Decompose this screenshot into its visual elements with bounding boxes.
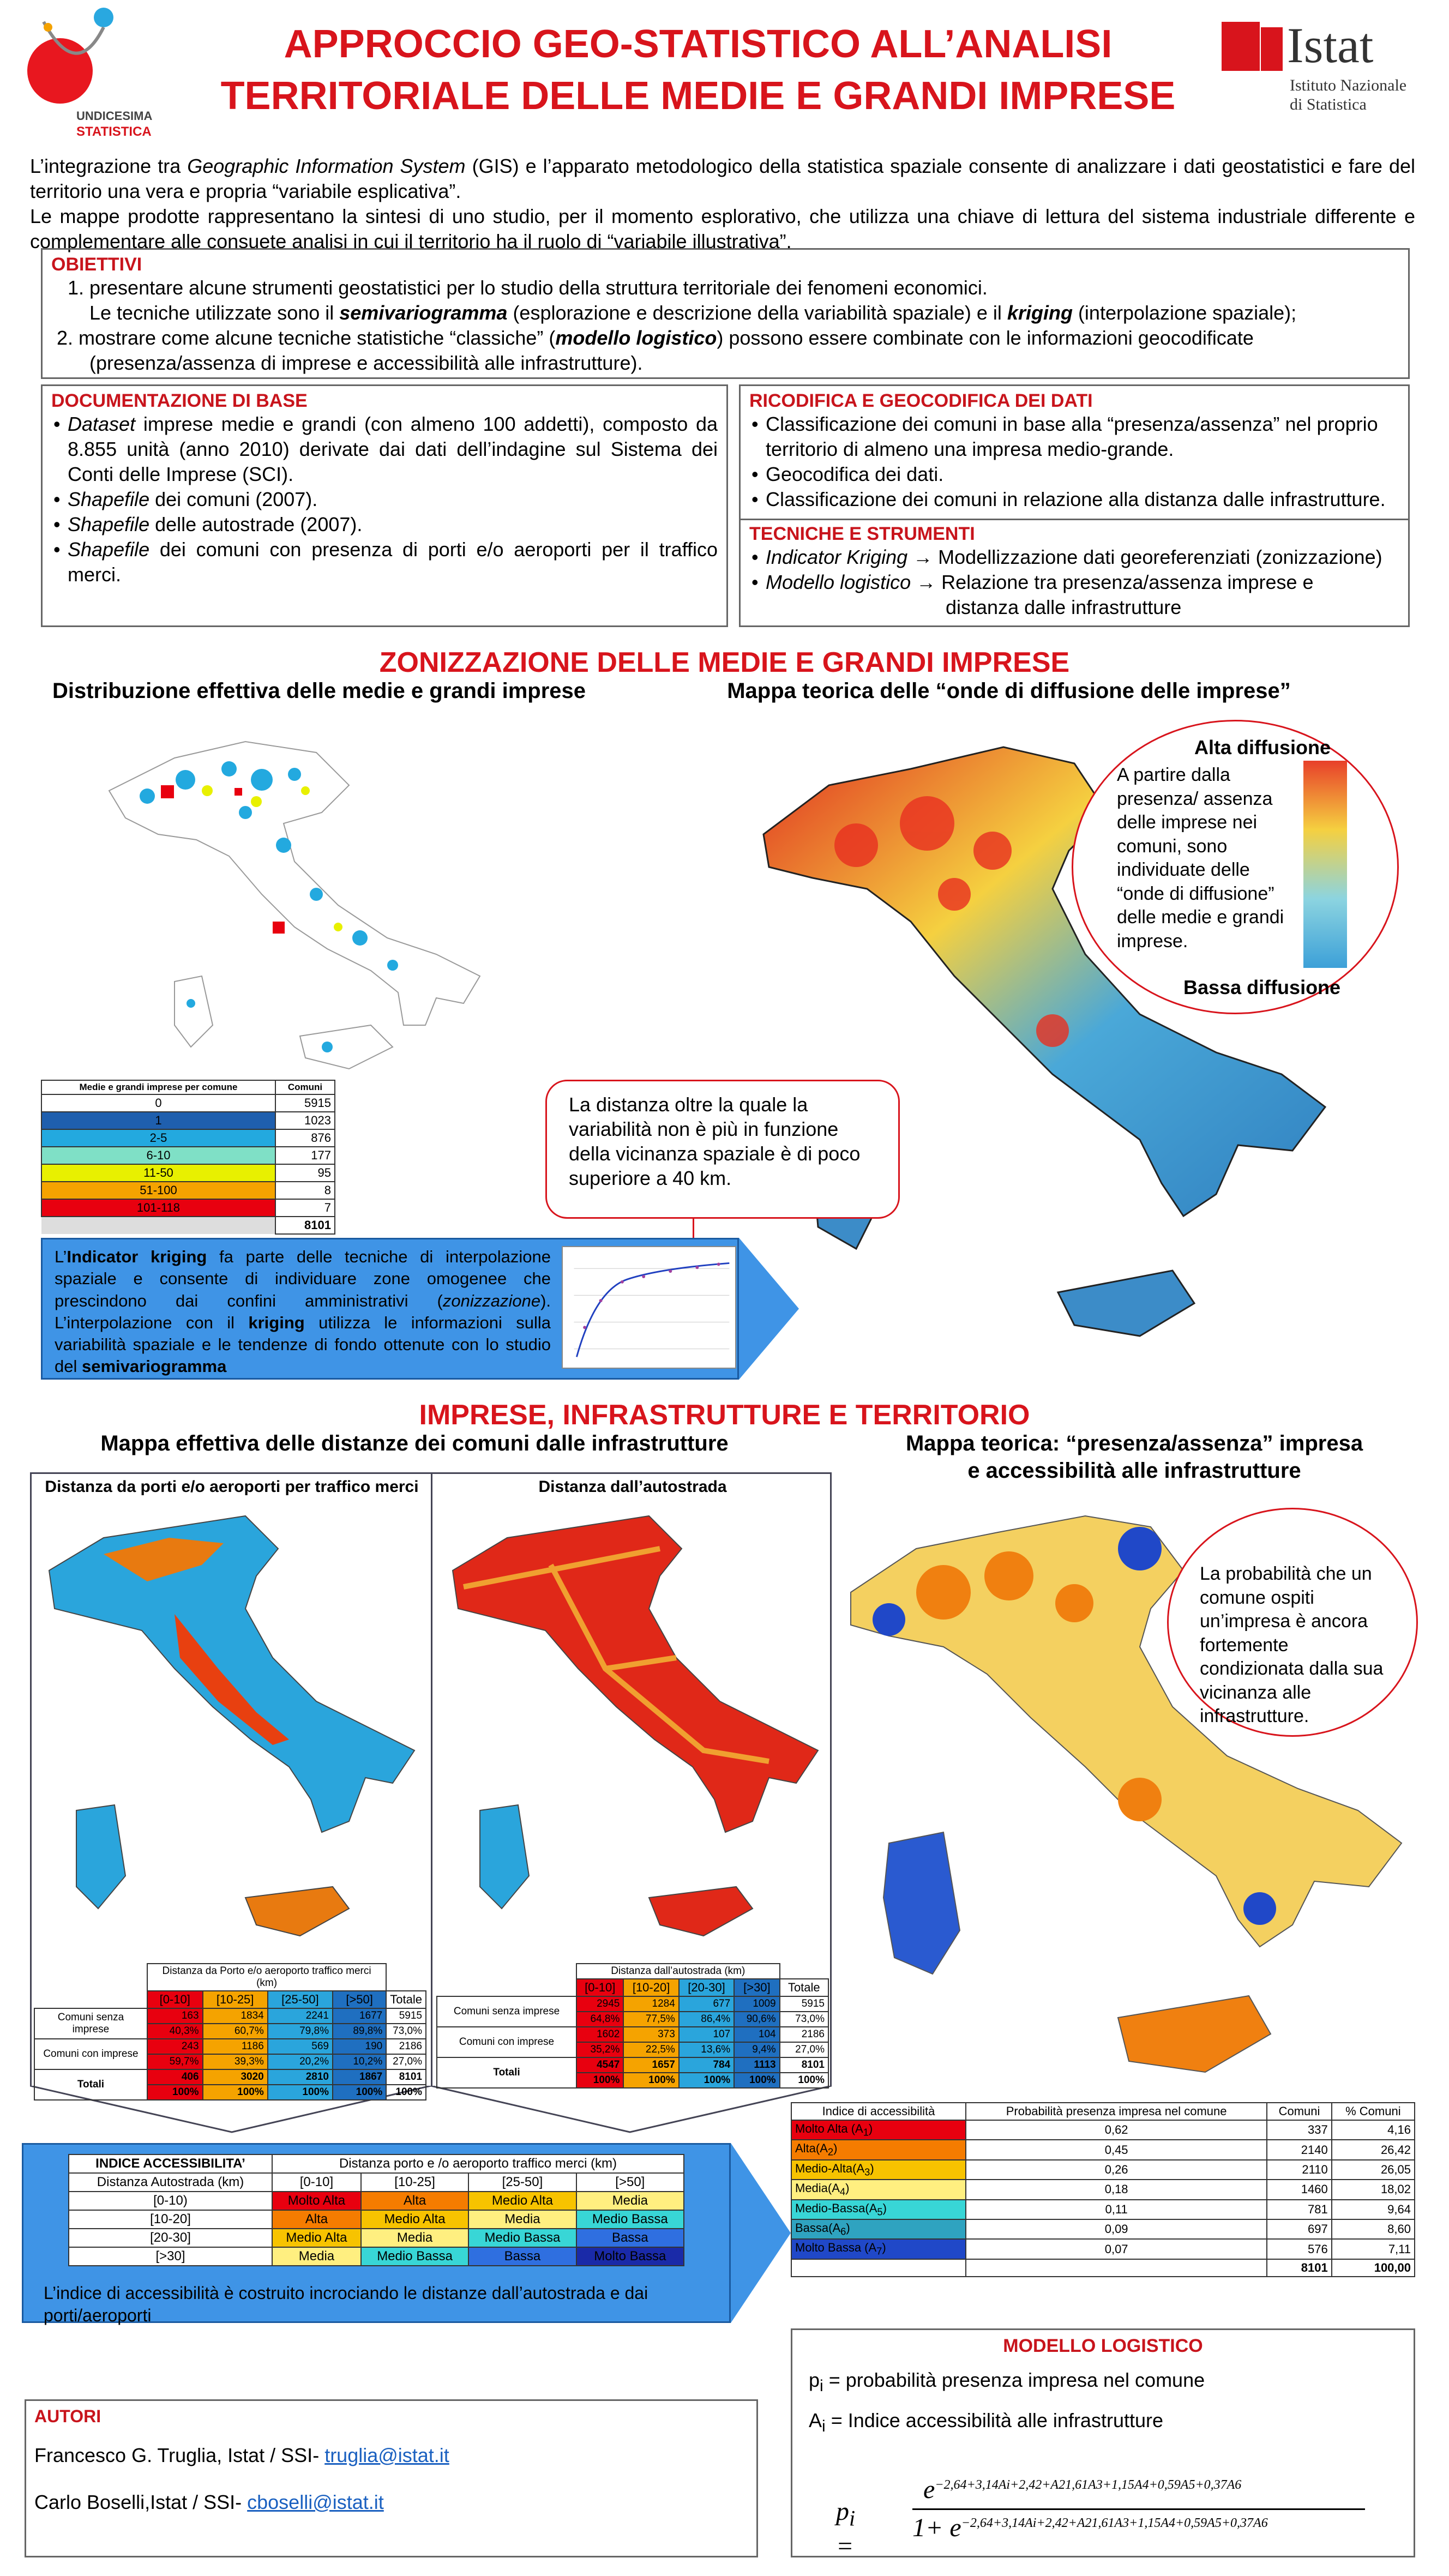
dist-col-header: [>50] [333, 1991, 386, 2008]
dist-row-label: Comuni senza imprese [34, 2008, 147, 2039]
ricodifica-title: RICODIFICA E GEOCODIFICA DEI DATI [749, 390, 1093, 411]
dist-value: 2186 [386, 2039, 426, 2054]
dist-row-label: Comuni senza imprese [437, 1996, 576, 2027]
dist-value: 1867 [333, 2069, 386, 2085]
map-porti-title: Distanza da porti e/o aeroporti per traffico merci [45, 1478, 419, 1496]
dist-percent: 27,0% [780, 2042, 828, 2057]
section2-right-subtitle-2: e accessibilità alle infrastrutture [967, 1459, 1301, 1483]
dist-total-header: Totale [386, 1991, 426, 2008]
table-row [41, 1147, 335, 1164]
dist-percent: 9,4% [734, 2042, 779, 2057]
legend1-h1: Medie e grandi imprese per comune [41, 1080, 275, 1094]
access-row: [20-30] [69, 2229, 272, 2247]
access-cell: Molto Bassa [576, 2247, 684, 2266]
dist-value: 1186 [203, 2039, 268, 2054]
page-title-2: TERRITORIALE DELLE MEDIE E GRANDI IMPRESE [220, 74, 1176, 118]
prob-percent: 26,05 [1332, 2160, 1415, 2180]
dist-col-header: [10-25] [203, 1991, 268, 2008]
access-cell: Molto Alta [272, 2192, 361, 2210]
autore-2: Carlo Boselli,Istat / SSI- cboselli@istat.it [34, 2491, 384, 2514]
prob-class: Medio-$Alta(A_3)$ [791, 2160, 966, 2180]
dist-percent: 100% [679, 2073, 734, 2088]
legend-count: 8 [275, 1182, 335, 1199]
access-cell: Medio Bassa [576, 2210, 684, 2229]
dist-percent: 100% [780, 2073, 828, 2088]
dist-percent: 39,3% [203, 2054, 268, 2069]
table-cell [34, 1991, 147, 2008]
dist-value: 373 [623, 2027, 678, 2042]
doc-item-4: • Shapefile dei comuni con presenza di porti e/o aeroporti per il traffico merci. [51, 537, 718, 587]
section1-left-subtitle: Distribuzione effettiva delle medie e grandi imprese [52, 679, 586, 703]
intro-text [30, 154, 1415, 254]
intro-p2: Le mappe prodotte rappresentano la sintesi di uno studio, per il momento esplorativo, che utilizza una chiave di lettura del sistema industriale differente e complementare alle consuete analisi in cui il territorio ha il ruolo di “variabile illustrativa”. [30, 205, 1415, 253]
ricodifica-box [739, 384, 1410, 627]
intro-p1a: L’integrazione tra [30, 155, 188, 177]
table-cell [966, 2259, 1267, 2277]
distance-maps-divider [431, 1472, 432, 2086]
dist-value: 1009 [734, 1996, 779, 2012]
prob-value: 0,11 [966, 2200, 1267, 2219]
prob-class: Medio-$Bassa(A_5)$ [791, 2200, 966, 2219]
prob-header: Probabilità presenza impresa nel comune [966, 2103, 1267, 2120]
dist-row-label: Totali [34, 2069, 147, 2100]
dist-percent: 100% [623, 2073, 678, 2088]
documentazione-box [41, 384, 728, 627]
diffusion-gradient-bar [1303, 761, 1347, 968]
prob-percent: 18,02 [1332, 2180, 1415, 2199]
access-cell: Bassa [468, 2247, 576, 2266]
dist-col-header: [>30] [734, 1979, 779, 1996]
table-row [41, 1112, 335, 1129]
dist-value: 677 [679, 1996, 734, 2012]
dist-value: 104 [734, 2027, 779, 2042]
dist-percent: 100% [734, 2073, 779, 2088]
access-cell: Medio Alta [468, 2192, 576, 2210]
access-row: [>30] [69, 2247, 272, 2266]
semivariogram-chart [562, 1246, 736, 1369]
prob-header: % Comuni [1332, 2103, 1415, 2120]
modello-title: MODELLO LOGISTICO [1003, 2336, 1203, 2356]
dist-percent: 100% [386, 2085, 426, 2100]
italy-enterprises-map [65, 720, 556, 1080]
prob-percent: 26,42 [1332, 2140, 1415, 2159]
kriging-text: L’Indicator kriging fa parte delle tecniche di interpolazione spaziale e consente di individuare zone omogenee che prescindono dai confini amministrativi (zonizzazione). L’interpolazione con il kriging utilizza le informazioni sulla variabilità spaziale e le tendenze di fondo ottenute con lo studio del semivariogramma [55, 1247, 551, 1376]
dist-percent: 20,2% [268, 2054, 333, 2069]
modello-box: MODELLO LOGISTICO $p_i$ = probabilità presenza impresa nel comune $A_i$ = Indice accessibilità alle infrastrutture $p_i$ = $e^{-2,64+3,14Ai+2,42+A21,61A3+1,15A4+0,59A5+0,37A6}$ $1+ e^{-2,64+3,14Ai+2,42+A21,61A3+1,15A4+0,59A5+0,37A6}$ [791, 2328, 1415, 2557]
section1-title: ZONIZZAZIONE DELLE MEDIE E GRANDI IMPRESE [379, 647, 1070, 678]
dist-value: 163 [147, 2008, 203, 2024]
enterprises-legend-table [41, 1080, 335, 1235]
dist-value: 8101 [386, 2069, 426, 2085]
prob-class: Molto Bassa $(A_7)$ [791, 2239, 966, 2259]
dist-percent: 10,2% [333, 2054, 386, 2069]
dist-value: 8101 [780, 2057, 828, 2073]
dist-percent: 90,6% [734, 2012, 779, 2027]
dist-percent: 86,4% [679, 2012, 734, 2027]
logo-left-text1: UNDICESIMA [76, 109, 153, 123]
table-cell [437, 1979, 576, 1996]
logo-left-text2: STATISTICA [76, 124, 152, 139]
access-cell: Media [576, 2192, 684, 2210]
prob-value: 0,09 [966, 2219, 1267, 2239]
accessibility-note: L’indice di accessibilità è costruito incrociando le distanze dall’autostrada e dai porti/aeroporti [44, 2283, 648, 2325]
access-cell: Medio Bassa [361, 2247, 468, 2266]
legend1-h2: Comuni [275, 1080, 335, 1094]
prob-count: 2140 [1267, 2140, 1331, 2159]
map-autostrada-title: Distanza dall’autostrada [538, 1478, 727, 1496]
access-cell: Media [468, 2210, 576, 2229]
istat-name: Istat [1287, 17, 1374, 73]
legend-count: 95 [275, 1164, 335, 1182]
access-cell: Media [272, 2247, 361, 2266]
table-cell [791, 2259, 966, 2277]
autori-box [25, 2399, 758, 2557]
dist-percent: 40,3% [147, 2024, 203, 2039]
legend-count: 876 [275, 1129, 335, 1147]
ric-item-2: • Geocodifica dei dati. [749, 462, 1399, 487]
prob-percent: 8,60 [1332, 2219, 1415, 2239]
doc-item-3: • Shapefile delle autostrade (2007). [51, 512, 718, 537]
access-col: [25-50] [468, 2173, 576, 2192]
autore-1: Francesco G. Truglia, Istat / SSI- truglia@istat.it [34, 2444, 449, 2466]
legend-count: 7 [275, 1199, 335, 1217]
legend-count: 5915 [275, 1094, 335, 1112]
legend-class: 2-5 [41, 1129, 275, 1147]
access-cell: Medio Alta [361, 2210, 468, 2229]
dist-value: 3020 [203, 2069, 268, 2085]
dist-total-header: Totale [780, 1979, 828, 1996]
access-cell: Alta [272, 2210, 361, 2229]
italy-port-distance-map [38, 1505, 425, 1952]
prob-class: $Media(A_4)$ [791, 2180, 966, 2199]
diffusion-text: A partire dalla presenza/ assenza delle imprese nei comuni, sono individuate delle “onde di diffusione” delle medie e grandi imprese. [1117, 765, 1284, 952]
access-cell: Alta [361, 2192, 468, 2210]
prob-count: 337 [1267, 2120, 1331, 2140]
dist-percent: 77,5% [623, 2012, 678, 2027]
dist-percent: 79,8% [268, 2024, 333, 2039]
prob-count: 2110 [1267, 2160, 1331, 2180]
istat-mark-icon [1222, 22, 1260, 71]
access-title: INDICE ACCESSIBILITA’ [69, 2154, 272, 2173]
dist-value: 2241 [268, 2008, 333, 2024]
legend-count: 177 [275, 1147, 335, 1164]
dist-col-header: [20-30] [679, 1979, 734, 1996]
dist-value: 190 [333, 2039, 386, 2054]
dist-value: 1834 [203, 2008, 268, 2024]
prob-class: Molto Alta $(A_1)$ [791, 2120, 966, 2140]
dist-value: 1677 [333, 2008, 386, 2024]
dist-row-label: Comuni con imprese [437, 2027, 576, 2057]
dist-value: 4547 [576, 2057, 623, 2073]
dist2-caption: Distanza dall’autostrada (km) [576, 1964, 780, 1979]
intro-p1b: Geographic Information System [187, 155, 466, 177]
bubble-pointer-line [693, 1219, 694, 1241]
logo-left [22, 5, 153, 142]
prob-value: 0,07 [966, 2239, 1267, 2259]
kriging-arrow-tip [739, 1238, 799, 1380]
prob-percent: 9,64 [1332, 2200, 1415, 2219]
obiettivi-l2: Le tecniche utilizzate sono il semivariogramma (esplorazione e descrizione della variabilità spaziale) e il kriging (interpolazione spaziale); [89, 302, 1297, 324]
dist-percent: 100% [147, 2085, 203, 2100]
dist-row-label: Totali [437, 2057, 576, 2088]
autori-title: AUTORI [34, 2406, 101, 2426]
istat-sub1: Istituto Nazionale [1290, 76, 1407, 94]
table-row [41, 1129, 335, 1147]
highway-distance-table [436, 1963, 829, 2089]
dist-percent: 100% [203, 2085, 268, 2100]
legend-class: 101-118 [41, 1199, 275, 1217]
obiettivi-title: OBIETTIVI [51, 254, 142, 275]
doc-item-2: • Shapefile dei comuni (2007). [51, 487, 718, 512]
dist1-caption: Distanza da Porto e/o aeroporto traffico merci (km) [147, 1964, 386, 1991]
prob-class: $Bassa(A_6)$ [791, 2219, 966, 2239]
table-row [41, 1182, 335, 1199]
diffusion-low-label: Bassa diffusione [1183, 976, 1341, 998]
dist-col-header: [10-20] [623, 1979, 678, 1996]
prob-class: $Alta(A_2)$ [791, 2140, 966, 2159]
diffusion-high-label: Alta diffusione [1194, 736, 1331, 759]
dist-percent: 35,2% [576, 2042, 623, 2057]
prob-count: 576 [1267, 2239, 1331, 2259]
probability-bubble-text: La probabilità che un comune ospiti un’impresa è ancora fortemente condizionata dalla sua vicinanza alle infrastrutture. [1200, 1563, 1384, 1727]
ric-item-3: • Classificazione dei comuni in relazione alla distanza dalle infrastrutture. [749, 487, 1399, 512]
access-col: [0-10] [272, 2173, 361, 2192]
ric-item-1: • Classificazione dei comuni in base alla “presenza/assenza” nel proprio territorio di almeno una impresa medio-grande. [749, 412, 1399, 462]
obiettivi-l1: 1. presentare alcune strumenti geostatistici per lo studio della struttura territoriale dei fenomeni economici. [68, 276, 988, 299]
table-row [41, 1094, 335, 1112]
tec-item-2: • Modello logistico → Relazione tra presenza/assenza imprese e distanza dalle infrastrutture [749, 570, 1399, 620]
prob-count: 697 [1267, 2219, 1331, 2239]
prob-value: 0,45 [966, 2140, 1267, 2159]
dist-value: 569 [268, 2039, 333, 2054]
access-row-header: Distanza Autostrada (km) [69, 2173, 272, 2192]
section2-left-subtitle: Mappa effettiva delle distanze dei comuni dalle infrastrutture [100, 1431, 729, 1455]
email-boselli-link[interactable]: cboselli@istat.it [247, 2491, 384, 2514]
distance-bubble: La distanza oltre la quale la variabilità non è più in funzione della vicinanza spaziale è di poco superiore a 40 km. [545, 1080, 900, 1219]
prob-header: Indice di accessibilità [791, 2103, 966, 2120]
tec-item-1: • Indicator Kriging → Modellizzazione dati georeferenziati (zonizzazione) [749, 545, 1399, 570]
dist-value: 1657 [623, 2057, 678, 2073]
legend-class: 6-10 [41, 1147, 275, 1164]
access-col: [>50] [576, 2173, 684, 2192]
legend-class: 1 [41, 1112, 275, 1129]
access-cell: Media [361, 2229, 468, 2247]
dist-percent: 13,6% [679, 2042, 734, 2057]
section1-right-subtitle: Mappa teorica delle “onde di diffusione delle imprese” [727, 679, 1291, 703]
dist-value: 784 [679, 2057, 734, 2073]
dist-col-header: [0-10] [147, 1991, 203, 2008]
legend-total: 8101 [275, 1217, 335, 1234]
legend-class: 11-50 [41, 1164, 275, 1182]
table-cell [41, 1217, 275, 1234]
obiettivi-box [41, 248, 1410, 379]
page-title-1: APPROCCIO GEO-STATISTICO ALL’ANALISI [284, 22, 1113, 66]
istat-sub2: di Statistica [1290, 95, 1367, 113]
prob-total-percent: 100,00 [1332, 2259, 1415, 2277]
accessibility-index-table [68, 2154, 684, 2266]
prob-value: 0,18 [966, 2180, 1267, 2199]
dist-percent: 59,7% [147, 2054, 203, 2069]
prob-total-count: 8101 [1267, 2259, 1331, 2277]
logo-right [1222, 16, 1418, 120]
istat-mark-icon-2 [1261, 27, 1283, 71]
access-cell: Medio Alta [272, 2229, 361, 2247]
prob-count: 781 [1267, 2200, 1331, 2219]
access-row: [10-20] [69, 2210, 272, 2229]
dist-percent: 100% [333, 2085, 386, 2100]
dist-value: 1113 [734, 2057, 779, 2073]
dist-percent: 60,7% [203, 2024, 268, 2039]
section2-right-subtitle-1: Mappa teorica: “presenza/assenza” impresa [905, 1431, 1363, 1455]
access-col: [10-25] [361, 2173, 468, 2192]
prob-header: Comuni [1267, 2103, 1331, 2120]
legend-count: 1023 [275, 1112, 335, 1129]
dist-percent: 73,0% [386, 2024, 426, 2039]
dist-percent: 64,8% [576, 2012, 623, 2027]
dist-value: 5915 [386, 2008, 426, 2024]
modello-pi: $p_i$ = probabilità presenza impresa nel comune [809, 2369, 1205, 2396]
modello-ai: $A_i$ = Indice accessibilità alle infrastrutture [809, 2409, 1163, 2435]
doc-title: DOCUMENTAZIONE DI BASE [51, 390, 308, 411]
prob-count: 1460 [1267, 2180, 1331, 2199]
intro-p1c: (GIS) e l’apparato metodologico della statistica spaziale consente di analizzare i dati geostatistici e fare del territorio una vera e propria “variabile esplicativa”. [30, 155, 1415, 203]
dist-percent: 73,0% [780, 2012, 828, 2027]
dist-value: 107 [679, 2027, 734, 2042]
prob-percent: 4,16 [1332, 2120, 1415, 2140]
probability-table [791, 2102, 1415, 2277]
dist-percent: 22,5% [623, 2042, 678, 2057]
access-cell: Medio Bassa [468, 2229, 576, 2247]
accessibility-arrow-tip [731, 2143, 791, 2323]
tecniche-title: TECNICHE E STRUMENTI [749, 523, 975, 545]
dist-row-label: Comuni con imprese [34, 2039, 147, 2069]
legend-class: 0 [41, 1094, 275, 1112]
prob-value: 0,26 [966, 2160, 1267, 2180]
dist-value: 243 [147, 2039, 203, 2054]
italy-highway-distance-map [442, 1505, 829, 1952]
dist-value: 5915 [780, 1996, 828, 2012]
prob-value: 0,62 [966, 2120, 1267, 2140]
dist-percent: 100% [268, 2085, 333, 2100]
legend-class: 51-100 [41, 1182, 275, 1199]
dist-value: 1602 [576, 2027, 623, 2042]
dist-value: 2186 [780, 2027, 828, 2042]
access-colh: Distanza porto e /o aeroporto traffico merci (km) [272, 2154, 684, 2173]
table-row [41, 1164, 335, 1182]
dist-col-header: [25-50] [268, 1991, 333, 2008]
port-distance-table [34, 1963, 426, 2100]
dist-value: 2810 [268, 2069, 333, 2085]
access-row: [0-10) [69, 2192, 272, 2210]
dist-value: 406 [147, 2069, 203, 2085]
dist-percent: 100% [576, 2073, 623, 2088]
table-row [41, 1199, 335, 1217]
obiettivi-l4: (presenza/assenza di imprese e accessibilità alle infrastrutture). [89, 352, 643, 375]
obiettivi-l3: 2. mostrare come alcune tecniche statistiche “classiche” (modello logistico) possono essere combinate con le informazioni geocodificate [57, 327, 1254, 350]
dist-percent: 89,8% [333, 2024, 386, 2039]
email-truglia-link[interactable]: truglia@istat.it [324, 2444, 449, 2466]
access-cell: Bassa [576, 2229, 684, 2247]
dist-col-header: [0-10] [576, 1979, 623, 1996]
doc-item-1: • Dataset imprese medie e grandi (con almeno 100 addetti), composto da 8.855 unità (anno 2010) derivate dai dati dell’indagine sul Sistema dei Conti delle Imprese (SCI). [51, 412, 718, 487]
prob-percent: 7,11 [1332, 2239, 1415, 2259]
dist-value: 1284 [623, 1996, 678, 2012]
dist-value: 2945 [576, 1996, 623, 2012]
dist-percent: 27,0% [386, 2054, 426, 2069]
section2-title: IMPRESE, INFRASTRUTTURE E TERRITORIO [419, 1399, 1030, 1431]
